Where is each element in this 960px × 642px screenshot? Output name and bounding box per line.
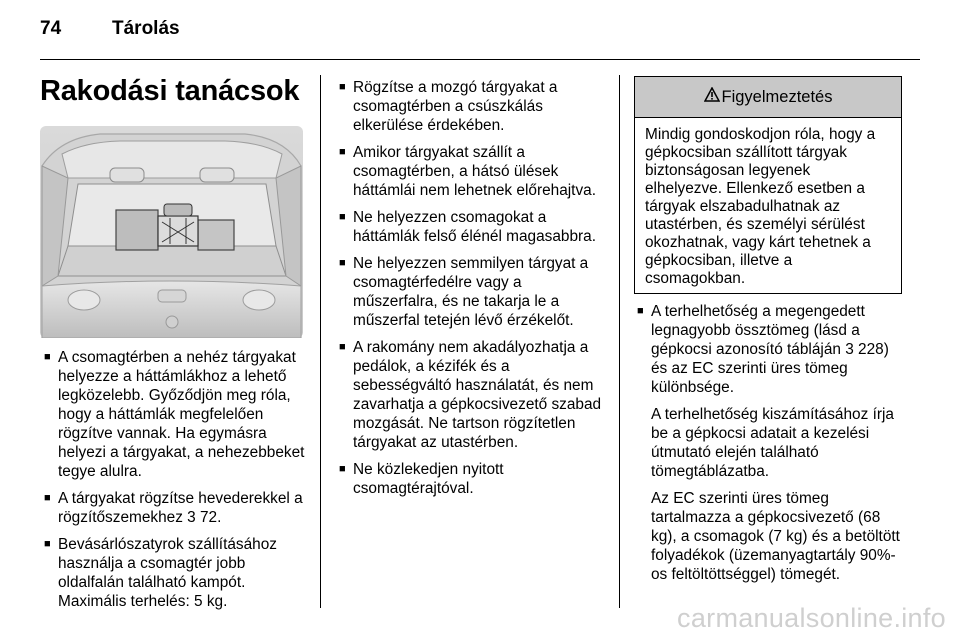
page-number: 74: [40, 18, 62, 39]
list-item: ■ Rögzítse a mozgó tárgyakat a csomagtérben a csúszkálás elkerülése érdekében.: [339, 78, 607, 135]
column-divider-1: [320, 75, 321, 608]
column-divider-2: [619, 75, 620, 608]
warning-box: [634, 76, 902, 294]
list-item: ■ Ne helyezzen csomagokat a háttámlák felső élénél magasabbra.: [339, 208, 607, 246]
column-2: [339, 78, 607, 506]
section-title: Tárolás: [112, 18, 180, 39]
list-item: ■ Bevásárlószatyrok szállításához használja a csomagtér jobb oldalfalán található kampót. Maximális terhelés: 5 kg.: [44, 535, 306, 611]
list-item: ■ A rakomány nem akadályozhatja a pedálok, a kézifék és a sebességváltó használatát, és nem zavarhatja a gépkocsivezető szabad mozgását. Ne tartson rögzítetlen tárgyakat az utastérben.: [339, 338, 607, 452]
header-rule: [40, 59, 920, 60]
paragraph: A terhelhetőség kiszámításához írja be a gépkocsi adatait a kezelési útmutató elején található tömegtáblázatba.: [651, 406, 894, 480]
warning-text: Mindig gondoskodjon róla, hogy a gépkocsiban szállított tárgyak biztonságosan legyenek elhelyezve. Ellenkező esetben a tárgyak elszabadulhatnak az utastérben, és személyi sérülést okozhatnak, vagy kárt tehetnek a gépkocsiban, illetve a csomagokban.: [645, 126, 876, 287]
warning-header: [635, 77, 901, 118]
trunk-loading-illustration: [40, 126, 303, 338]
warning-title: Figyelmeztetés: [721, 87, 833, 106]
paragraph: Az EC szerinti üres tömeg tartalmazza a gépkocsivezető (68 kg), a csomagok (7 kg) és a betöltött folyadékok (üzemanyagtartály 90%-os feltöltöttséggel) tömegét.: [651, 490, 900, 583]
list-item: ■ A csomagtérben a nehéz tárgyakat helyezze a háttámlákhoz a lehető legközelebb. Győződjön meg róla, hogy a háttámlák megfelelően rögzítve vannak. Ha egymásra helyezi a tárgyakat, a nehezebbeket tegye alulra.: [44, 348, 306, 481]
list-item: ■ A tárgyakat rögzítse hevederekkel a rögzítőszemekhez 3 72.: [44, 489, 306, 527]
list-item: ■ Ne közlekedjen nyitott csomagtérajtóval.: [339, 460, 607, 498]
list-item: ■ Ne helyezzen semmilyen tárgyat a csomagtérfedélre vagy a műszerfalra, és ne takarja le a műszerfal tetején lévő érzékelőt.: [339, 254, 607, 330]
list-item: ■ Amikor tárgyakat szállít a csomagtérben, a hátsó ülések háttámlái nem lehetnek előrehajtva.: [339, 143, 607, 200]
column-1: [44, 348, 306, 619]
warning-triangle-icon: [704, 87, 720, 107]
watermark: carmanualsonline.info: [677, 603, 946, 633]
column-3: [637, 302, 905, 592]
list-item: ■ A terhelhetőség a megengedett legnagyobb össztömeg (lásd a gépkocsi azonosító tábláján 3 228) és az EC szerinti üres tömeg különbsége.: [637, 302, 905, 397]
page-title: Rakodási tanácsok: [40, 75, 300, 107]
